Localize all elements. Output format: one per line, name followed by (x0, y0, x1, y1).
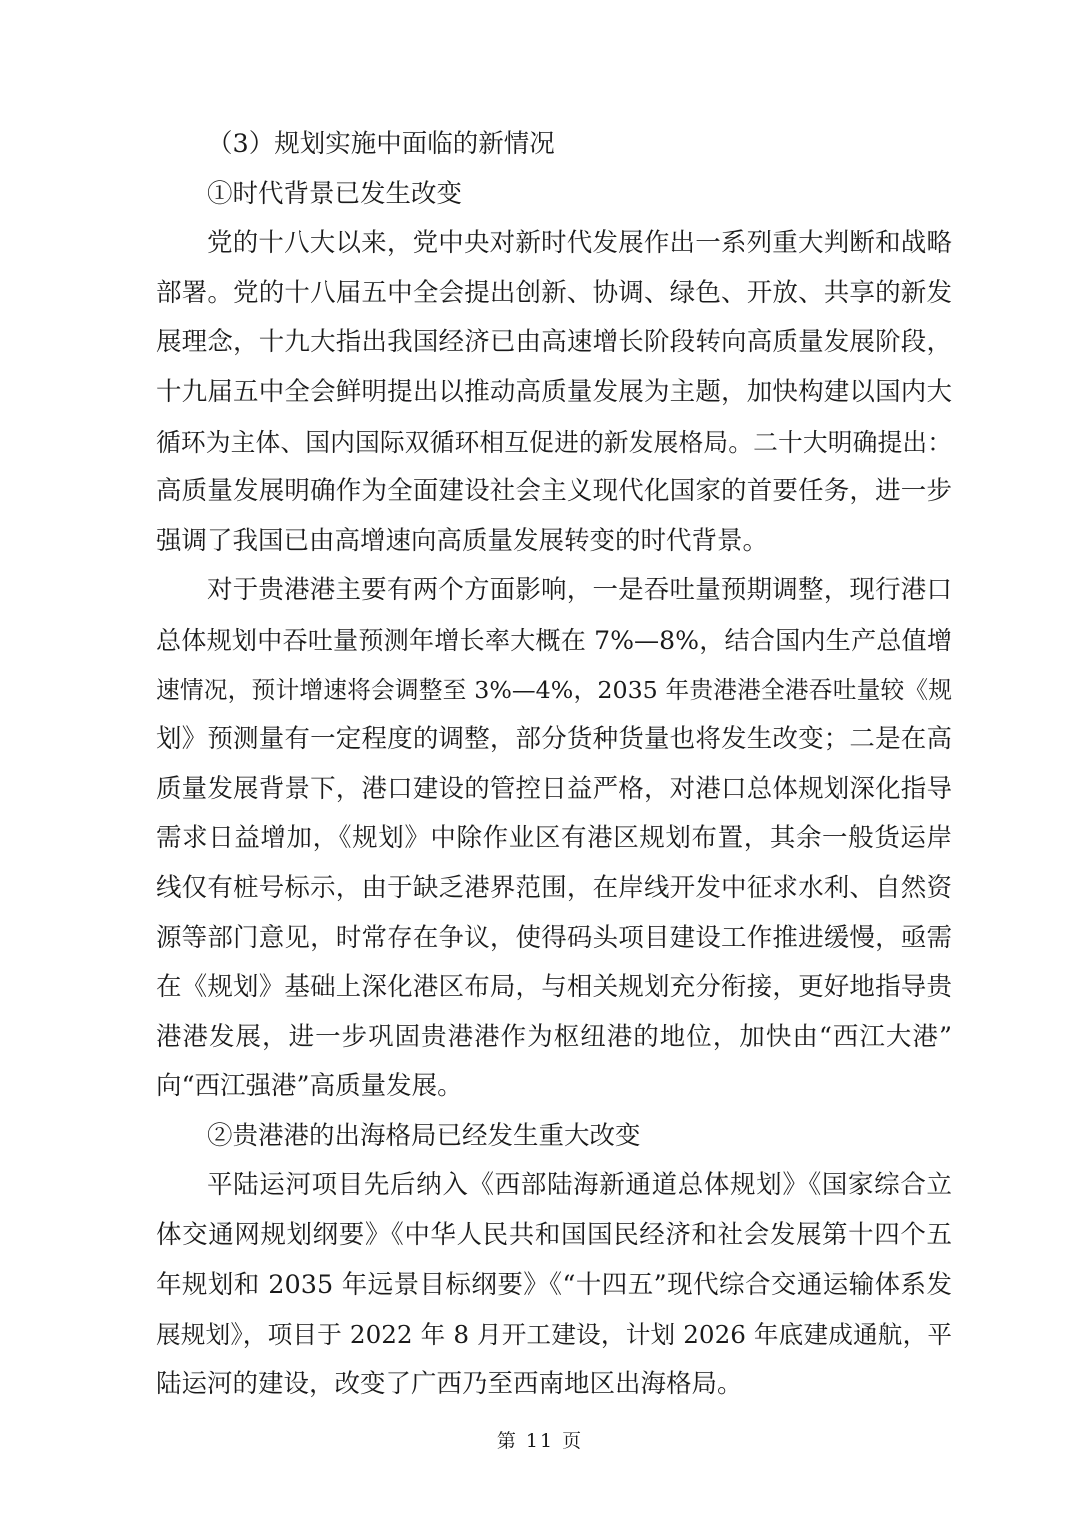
paragraph-line: 向“西江强港”高质量发展。 (156, 1071, 463, 1102)
paragraph-line: 部署。党的十八届五中全会提出创新、协调、绿色、开放、共享的新发 (156, 277, 952, 308)
paragraph-line: 对于贵港港主要有两个方面影响，一是吞吐量预期调整，现行港口 (207, 575, 952, 606)
paragraph-line: 平陆运河项目先后纳入《西部陆海新通道总体规划》《国家综合立 (207, 1170, 952, 1201)
section-subheading: ②贵港港的出海格局已经发生重大改变 (207, 1120, 641, 1151)
paragraph-line: 年规划和 2035 年远景目标纲要》《“十四五”现代综合交通运输体系发 (156, 1269, 952, 1300)
section-subheading: ①时代背景已发生改变 (207, 178, 463, 209)
paragraph-line: 体交通网规划纲要》《中华人民共和国国民经济和社会发展第十四个五 (156, 1220, 952, 1251)
paragraph-line: 展规划》，项目于 2022 年 8 月开工建设，计划 2026 年底建成通航，平 (156, 1320, 952, 1350)
paragraph-line: 港港发展，进一步巩固贵港港作为枢纽港的地位，加快由“西江大港” (156, 1021, 952, 1052)
paragraph-line: 质量发展背景下，港口建设的管控日益严格，对港口总体规划深化指导 (156, 773, 952, 804)
paragraph-line: 陆运河的建设，改变了广西乃至西南地区出海格局。 (156, 1368, 743, 1399)
paragraph-line: 循环为主体、国内国际双循环相互促进的新发展格局。二十大明确提出： (156, 427, 952, 457)
paragraph-line: 十九届五中全会鲜明提出以推动高质量发展为主题，加快构建以国内大 (156, 376, 952, 407)
paragraph-line: 展理念，十九大指出我国经济已由高速增长阶段转向高质量发展阶段， (156, 327, 952, 358)
paragraph-line: 线仅有桩号标示，由于缺乏港界范围，在岸线开发中征求水利、自然资 (156, 872, 952, 903)
paragraph-line: 划》预测量有一定程度的调整，部分货种货量也将发生改变；二是在高 (156, 724, 952, 755)
section-heading: （3）规划实施中面临的新情况 (207, 129, 555, 159)
paragraph-line: 高质量发展明确作为全面建设社会主义现代化国家的首要任务，进一步 (156, 476, 952, 507)
paragraph-line: 速情况，预计增速将会调整至 3%—4%，2035 年贵港港全港吞吐量较《规 (156, 675, 952, 704)
paragraph-line: 党的十八大以来，党中央对新时代发展作出一系列重大判断和战略 (207, 228, 952, 259)
page-number: 第 11 页 (496, 1430, 584, 1452)
paragraph-line: 源等部门意见，时常存在争议，使得码头项目建设工作推进缓慢，亟需 (156, 922, 952, 953)
paragraph-line: 总体规划中吞吐量预测年增长率大概在 7%—8%，结合国内生产总值增 (156, 625, 952, 655)
paragraph-line: 强调了我国已由高增速向高质量发展转变的时代背景。 (156, 525, 769, 556)
paragraph-line: 在《规划》基础上深化港区布局，与相关规划充分衔接，更好地指导贵 (156, 972, 952, 1003)
paragraph-line: 需求日益增加，《规划》中除作业区有港区规划布置，其余一般货运岸 (156, 823, 952, 854)
document-body (156, 120, 952, 1409)
